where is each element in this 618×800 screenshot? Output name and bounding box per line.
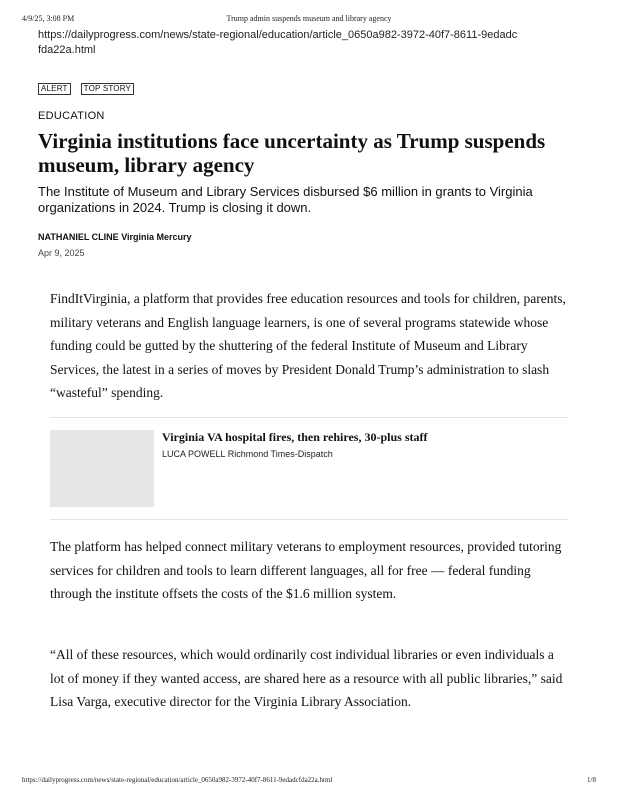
author-outlet: Virginia Mercury [121, 232, 192, 242]
related-story-title[interactable]: Virginia VA hospital fires, then rehires, 30-plus staff [162, 430, 428, 444]
related-story-byline: LUCA POWELL Richmond Times-Dispatch [162, 449, 333, 459]
article-dek: The Institute of Museum and Library Services disbursed $6 million in grants to Virginia organizations in 2024. Trump is closing it down. [38, 184, 533, 215]
byline [38, 232, 192, 242]
related-story-card[interactable] [50, 417, 568, 520]
alert-tag[interactable]: ALERT [38, 83, 71, 95]
story-tags [38, 83, 134, 95]
article-headline: Virginia institutions face uncertainty as Trump suspends museum, library agency [38, 129, 546, 177]
related-story-thumbnail[interactable] [50, 430, 154, 507]
publish-date: Apr 9, 2025 [38, 248, 85, 258]
print-page-title: Trump admin suspends museum and library agency [226, 14, 392, 23]
article-paragraph: “All of these resources, which would ordinarily cost individual libraries or even individuals a lot of money if they wanted access, are shared here as a resource with all public libraries,” said Lisa Varga, executive director for the Virginia Library Association. [50, 647, 563, 709]
print-page-number: 1/8 [587, 776, 596, 784]
article-url[interactable]: https://dailyprogress.com/news/state-regional/education/article_0650a982-3972-40f7-8611-9edadcfda22a.html [38, 29, 518, 56]
top-story-tag[interactable]: TOP STORY [81, 83, 134, 95]
author-name[interactable]: NATHANIEL CLINE [38, 232, 119, 242]
article-paragraph: The platform has helped connect military veterans to employment resources, provided tutoring services for children and tools to learn different languages, all for free — federal funding through the institute offsets the costs of the $1.6 million system. [50, 539, 562, 601]
article-paragraph: FindItVirginia, a platform that provides free education resources and tools for children, parents, military veterans and English language learners, is one of several programs statewide whose funding could be gutted by the shuttering of the federal Institute of Museum and Library Services, the latest in a series of moves by President Donald Trump’s administration to slash “wasteful” spending. [50, 291, 566, 400]
section-label[interactable]: EDUCATION [38, 110, 105, 122]
print-footer-url: https://dailyprogress.com/news/state-regional/education/article_0650a982-3972-40f7-8611-9edadcfda22a.html [22, 776, 333, 784]
print-datetime: 4/9/25, 3:08 PM [22, 14, 75, 23]
